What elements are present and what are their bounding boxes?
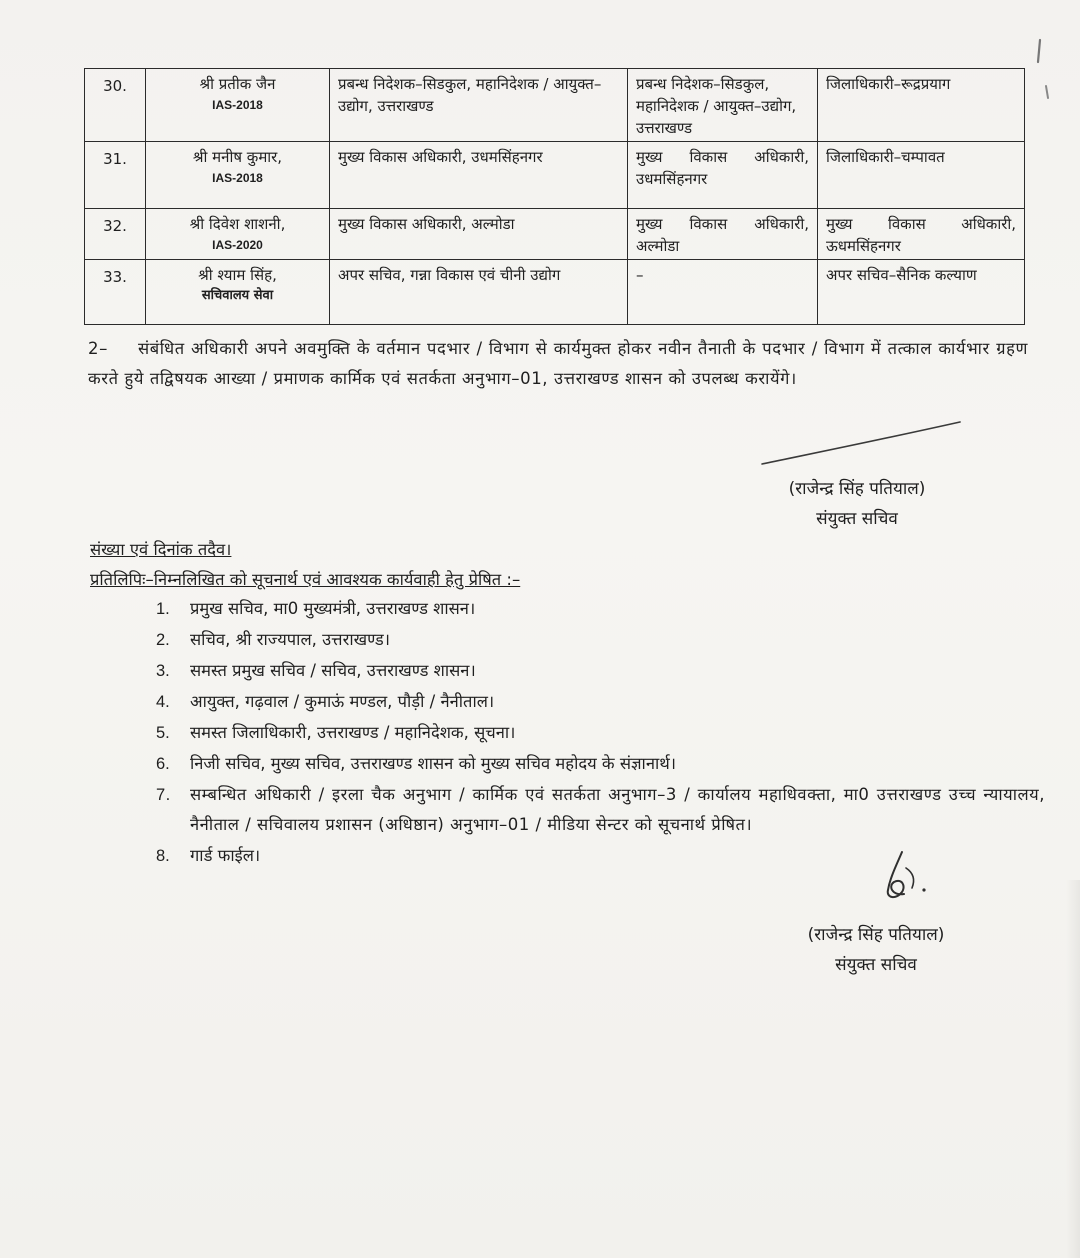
officer-name: श्री मनीष कुमार, xyxy=(192,148,283,166)
list-text: निजी सचिव, मुख्य सचिव, उत्तराखण्ड शासन को मुख्य सचिव महोदय के संज्ञानार्थ। xyxy=(190,754,677,773)
table-row xyxy=(85,69,1025,142)
copy-label: प्रतिलिपिः xyxy=(90,570,146,589)
signatory-designation: संयुक्त सचिव xyxy=(835,955,917,975)
copy-recipient-list xyxy=(150,594,1045,872)
copy-heading xyxy=(90,566,520,594)
current-post: अपर सचिव, गन्ना विकास एवं चीनी उद्योग xyxy=(330,260,628,325)
relieved-post: मुख्य विकास अधिकारी, उधमसिंहनगर xyxy=(628,142,818,209)
list-item xyxy=(150,749,1045,779)
relieved-post: मुख्य विकास अधिकारी, अल्मोडा xyxy=(628,209,818,260)
list-item xyxy=(150,656,1045,686)
signature-stroke xyxy=(760,418,970,470)
new-post: मुख्य विकास अधिकारी, ऊधमसिंहनगर xyxy=(818,209,1025,260)
list-text: प्रमुख सचिव, मा0 मुख्यमंत्री, उत्तराखण्ड शासन। xyxy=(190,599,476,618)
row-number: 32. xyxy=(85,209,146,260)
officer-name: श्री प्रतीक जैन xyxy=(199,75,276,93)
signatory-name: (राजेन्द्र सिंह पतियाल) xyxy=(788,479,926,499)
list-number: 7. xyxy=(156,786,171,804)
new-post: जिलाधिकारी–रूद्रप्रयाग xyxy=(818,69,1025,142)
officer-name: श्री दिवेश शाशनी, xyxy=(189,215,286,233)
officer-name-cell xyxy=(146,260,330,325)
reference-line: संख्या एवं दिनांक तदैव। xyxy=(90,540,232,559)
list-number: 3. xyxy=(156,662,170,680)
officer-service: IAS-2020 xyxy=(212,238,263,252)
list-text: गार्ड फाईल। xyxy=(190,846,261,865)
paragraph-text: संबंधित अधिकारी अपने अवमुक्ति के वर्तमान पदभार / विभाग से कार्यमुक्त होकर नवीन तैनाती के पदभार / विभाग में तत्काल कार्यभार ग्रहण करते हुये तद्विषयक आख्या / प्रमाणक कार्मिक एवं सतर्कता अनुभाग–01, उत्तराखण्ड शासन को उपलब्ध करायेंगे। xyxy=(88,339,1028,388)
list-text: आयुक्त, गढ़वाल / कुमाऊं मण्डल, पौड़ी / नैनीताल। xyxy=(190,692,495,711)
list-number: 6. xyxy=(156,755,170,773)
list-number: 1. xyxy=(156,600,170,618)
list-item xyxy=(150,594,1045,624)
row-number: 33. xyxy=(85,260,146,325)
list-item xyxy=(150,687,1045,717)
officer-name-cell xyxy=(146,142,330,209)
signature-block xyxy=(762,474,952,534)
new-post: जिलाधिकारी–चम्पावत xyxy=(818,142,1025,209)
officer-service: सचिवालय सेवा xyxy=(201,288,274,303)
officer-name-cell xyxy=(146,69,330,142)
margin-mark xyxy=(1034,36,1054,106)
current-post: प्रबन्ध निदेशक–सिडकुल, महानिदेशक / आयुक्त–उद्योग, उत्तराखण्ड xyxy=(330,69,628,142)
list-text: सम्बन्धित अधिकारी / इरला चैक अनुभाग / कार्मिक एवं सतर्कता अनुभाग–3 / कार्यालय महाधिवक्ता, मा0 उत्तराखण्ड उच्च न्यायालय, नैनीताल / सचिवालय प्रशासन (अधिष्ठान) अनुभाग–01 / मीडिया सेन्टर को सूचनार्थ प्रेषित। xyxy=(190,785,1045,834)
signatory-designation: संयुक्त सचिव xyxy=(816,509,898,529)
signature-block-2 xyxy=(776,920,976,980)
instruction-paragraph xyxy=(88,334,1028,394)
officer-service: IAS-2018 xyxy=(212,98,263,112)
current-post: मुख्य विकास अधिकारी, अल्मोडा xyxy=(330,209,628,260)
row-number: 30. xyxy=(85,69,146,142)
officer-name-cell xyxy=(146,209,330,260)
initials-signature xyxy=(872,848,942,908)
list-item xyxy=(150,780,1045,840)
list-number: 4. xyxy=(156,693,170,711)
relieved-post: प्रबन्ध निदेशक–सिडकुल, महानिदेशक / आयुक्त–उद्योग, उत्तराखण्ड xyxy=(628,69,818,142)
list-text: समस्त प्रमुख सचिव / सचिव, उत्तराखण्ड शासन। xyxy=(190,661,476,680)
list-text: समस्त जिलाधिकारी, उत्तराखण्ड / महानिदेशक, सूचना। xyxy=(190,723,516,742)
list-item xyxy=(150,625,1045,655)
paragraph-number: 2– xyxy=(88,339,108,358)
table-row xyxy=(85,260,1025,325)
list-number: 8. xyxy=(156,847,170,865)
copy-heading-text: –निम्नलिखित को सूचनार्थ एवं आवश्यक कार्यवाही हेतु प्रेषित :– xyxy=(145,570,521,589)
list-number: 5. xyxy=(156,724,170,742)
signatory-name: (राजेन्द्र सिंह पतियाल) xyxy=(807,925,945,945)
page-edge-shadow xyxy=(1066,880,1080,1258)
current-post: मुख्य विकास अधिकारी, उधमसिंहनगर xyxy=(330,142,628,209)
list-item xyxy=(150,718,1045,748)
table-row xyxy=(85,142,1025,209)
new-post: अपर सचिव–सैनिक कल्याण xyxy=(818,260,1025,325)
officer-name: श्री श्याम सिंह, xyxy=(198,266,277,284)
transfer-table xyxy=(84,68,1025,325)
list-text: सचिव, श्री राज्यपाल, उत्तराखण्ड। xyxy=(190,630,391,649)
table-row xyxy=(85,209,1025,260)
list-number: 2. xyxy=(156,631,170,649)
officer-service: IAS-2018 xyxy=(212,171,263,185)
relieved-post: – xyxy=(628,260,818,325)
row-number: 31. xyxy=(85,142,146,209)
